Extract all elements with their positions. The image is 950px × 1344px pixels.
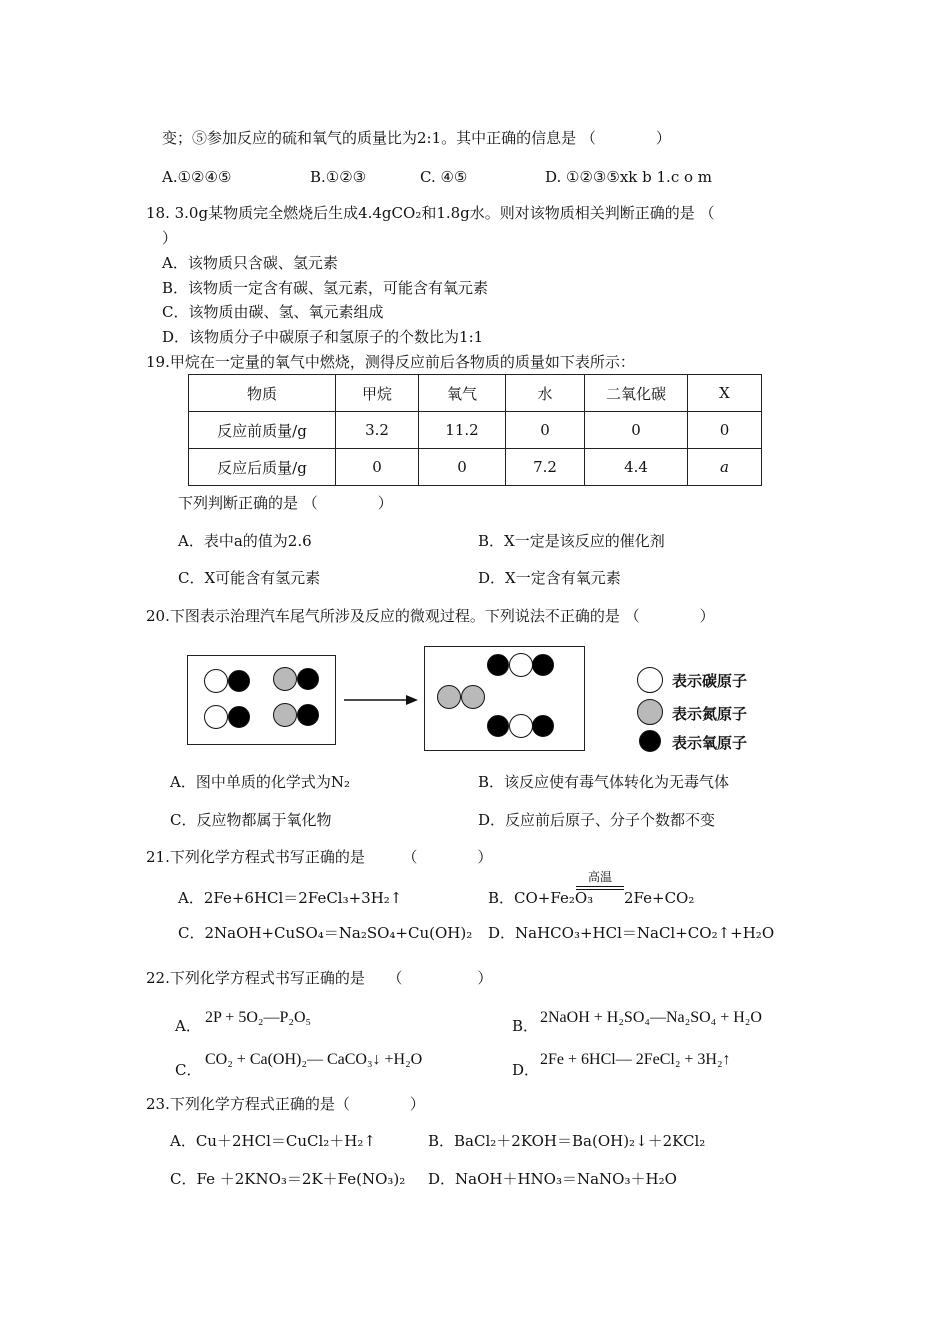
double-line-equals: [576, 886, 624, 890]
table-cell: 3.2: [336, 412, 419, 449]
q17-option-d: D. ①②③⑤xk b 1.c o m: [545, 168, 713, 186]
q22-label-c: C．: [175, 1061, 202, 1079]
legend-oxygen-icon: [639, 730, 661, 752]
q19-mass-table: [188, 374, 762, 486]
nitrogen-atom: [273, 703, 297, 727]
oxygen-atom: [228, 706, 250, 728]
reaction-arrow-icon: [344, 692, 418, 708]
table-cell: 0: [336, 449, 419, 486]
table-cell: 7.2: [506, 449, 585, 486]
table-header-cell: 氧气: [419, 375, 506, 412]
q23-option-c: C．Fe ＋2KNO₃＝2K＋Fe(NO₃)₂: [170, 1170, 406, 1188]
table-header-cell: 二氧化碳: [585, 375, 688, 412]
nitrogen-atom: [273, 667, 297, 691]
q20-stem: 20.下图表示治理汽车尾气所涉及反应的微观过程。下列说法不正确的是 （ ）: [146, 607, 715, 625]
table-row: [189, 412, 762, 449]
q17-option-a: A.①②④⑤: [162, 168, 232, 186]
q22-stem: 22.下列化学方程式书写正确的是 （ ）: [146, 969, 493, 987]
oxygen-atom: [297, 704, 319, 726]
q18-option-a: A．该物质只含碳、氢元素: [162, 254, 338, 272]
q19-option-c: C．X可能含有氢元素: [178, 569, 321, 587]
q20-option-a: A．图中单质的化学式为N₂: [170, 773, 350, 791]
table-cell: a: [688, 449, 762, 486]
table-cell: 反应后质量/g: [189, 449, 336, 486]
q22-equation-c: CO₂ + Ca(OH)₂— CaCO₃↓ +H₂O: [205, 1051, 423, 1068]
table-header-row: [189, 375, 762, 412]
q19-option-d: D．X一定含有氧元素: [478, 569, 621, 587]
q23-stem: 23.下列化学方程式正确的是（ ）: [146, 1095, 425, 1113]
q18-option-d: D．该物质分子中碳原子和氢原子的个数比为1:1: [162, 328, 484, 346]
q19-option-a: A．表中a的值为2.6: [178, 532, 312, 550]
table-header-cell: X: [688, 375, 762, 412]
reactants-box: [187, 655, 336, 745]
carbon-atom: [509, 714, 533, 738]
q23-option-b: B．BaCl₂＋2KOH＝Ba(OH)₂↓＋2KCl₂: [428, 1132, 706, 1150]
q22-label-d: D．: [512, 1061, 540, 1079]
q21-option-d: D．NaHCO₃+HCl＝NaCl+CO₂↑+H₂O: [488, 924, 775, 942]
q18-option-c: C．该物质由碳、氢、氧元素组成: [162, 303, 384, 321]
legend-nitrogen-icon: [637, 699, 663, 725]
table-cell: 0: [419, 449, 506, 486]
table-header-cell: 甲烷: [336, 375, 419, 412]
q20-option-d: D．反应前后原子、分子个数都不变: [478, 811, 716, 829]
legend-carbon-icon: [637, 667, 663, 693]
table-cell: 反应前质量/g: [189, 412, 336, 449]
reaction-condition: [576, 870, 624, 890]
q21-stem: 21.下列化学方程式书写正确的是 （ ）: [146, 848, 493, 866]
q22-equation-b: 2NaOH + H₂SO₄—Na₂SO₄ + H₂O: [540, 1009, 762, 1026]
q22-equation-a: 2P + 5O₂—P₂O₅: [205, 1009, 312, 1026]
legend-nitrogen-label: 表示氮原子: [672, 705, 748, 723]
table-row: [189, 449, 762, 486]
table-cell: 11.2: [419, 412, 506, 449]
carbon-atom: [509, 653, 533, 677]
q19-option-b: B．X一定是该反应的催化剂: [478, 532, 665, 550]
q18-option-b: B．该物质一定含有碳、氢元素，可能含有氧元素: [162, 279, 489, 297]
products-box: [424, 646, 585, 751]
oxygen-atom: [487, 654, 509, 676]
q23-option-d: D．NaOH＋HNO₃＝NaNO₃＋H₂O: [428, 1170, 677, 1188]
table-cell: 0: [506, 412, 585, 449]
q21-option-c: C．2NaOH+CuSO₄＝Na₂SO₄+Cu(OH)₂: [178, 924, 473, 942]
nitrogen-atom: [461, 685, 485, 709]
table-header-cell: 物质: [189, 375, 336, 412]
legend-carbon-label: 表示碳原子: [672, 672, 748, 690]
q22-label-a: A．: [175, 1017, 201, 1035]
q19-stem: 19.甲烷在一定量的氧气中燃烧，测得反应前后各物质的质量如下表所示：: [146, 353, 635, 371]
q23-option-a: A．Cu＋2HCl＝CuCl₂＋H₂↑: [170, 1132, 376, 1150]
table-header-cell: 水: [506, 375, 585, 412]
table-cell: 4.4: [585, 449, 688, 486]
oxygen-atom: [487, 715, 509, 737]
q21-option-a: A．2Fe+6HCl＝2FeCl₃+3H₂↑: [178, 889, 403, 907]
q20-option-b: B．该反应使有毒气体转化为无毒气体: [478, 773, 730, 791]
q22-equation-d: 2Fe + 6HCl— 2FeCl₂ + 3H₂↑: [540, 1051, 731, 1068]
q22-label-b: B．: [512, 1017, 539, 1035]
q21-option-b: B．CO+Fe₂O₃: [488, 889, 594, 907]
q17-stem-tail: 变；⑤参加反应的硫和氧气的质量比为2:1。其中正确的信息是 （ ）: [162, 129, 671, 147]
q20-option-c: C．反应物都属于氧化物: [170, 811, 332, 829]
q21-option-b-products: 2Fe+CO₂: [624, 889, 695, 907]
condition-label: 高温: [587, 870, 612, 884]
q17-option-c: C. ④⑤: [420, 168, 468, 186]
q19-prompt: 下列判断正确的是 （ ）: [178, 494, 393, 512]
oxygen-atom: [532, 654, 554, 676]
q18-stem: 18. 3.0g某物质完全燃烧后生成4.4gCO₂和1.8g水。则对该物质相关判断正确的是 （: [146, 204, 715, 222]
q17-option-b: B.①②③: [310, 168, 367, 186]
carbon-atom: [204, 669, 228, 693]
carbon-atom: [204, 705, 228, 729]
nitrogen-atom: [437, 685, 461, 709]
legend-oxygen-label: 表示氧原子: [672, 734, 748, 752]
table-cell: 0: [688, 412, 762, 449]
oxygen-atom: [228, 670, 250, 692]
oxygen-atom: [297, 668, 319, 690]
q18-stem-cont: ）: [162, 229, 178, 247]
oxygen-atom: [532, 715, 554, 737]
table-cell: 0: [585, 412, 688, 449]
